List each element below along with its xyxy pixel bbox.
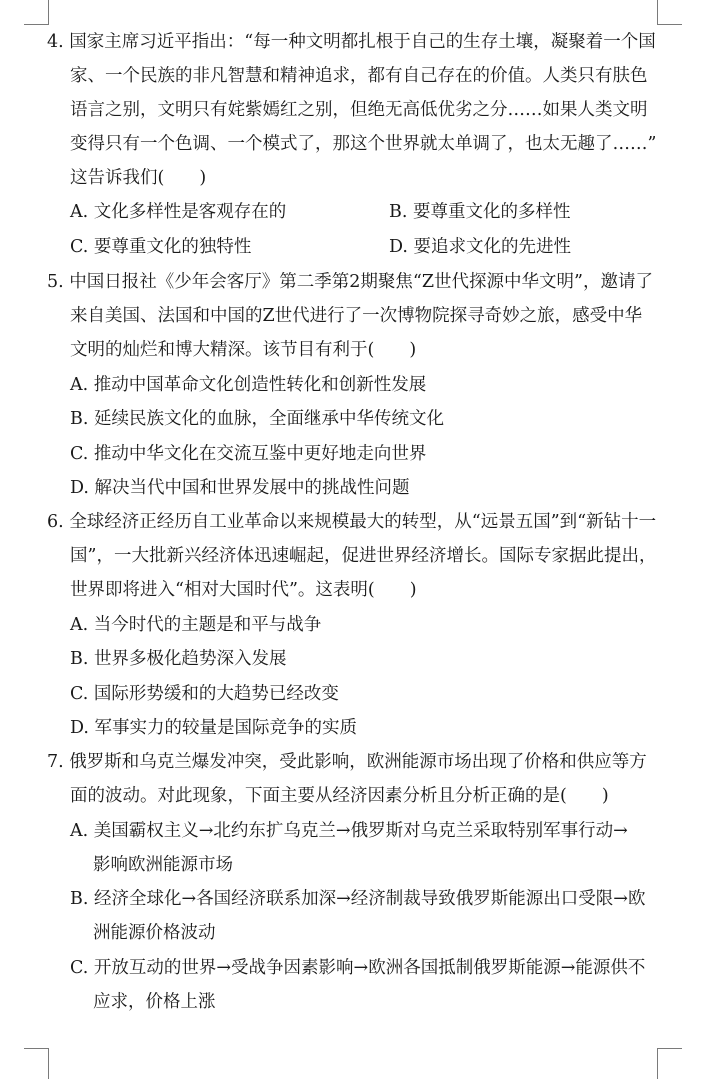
question-5-stem-line-1: [47, 270, 653, 294]
question-6-stem-line-3: 世界即将进入“相对大国时代”。这表明( ): [70, 580, 417, 600]
crop-mark-bottom-left: [24, 1048, 49, 1079]
crop-mark-bottom-right: [657, 1048, 682, 1079]
question-6-option-a[interactable]: A. 当今时代的主题是和平与战争: [70, 615, 322, 635]
question-4-option-a[interactable]: A. 文化多样性是客观存在的: [70, 202, 287, 222]
crop-mark-top-left: [24, 0, 49, 25]
question-6-stem-line-1: [47, 510, 656, 534]
question-5-stem-line-3: 文明的灿烂和博大精深。该节目有利于( ): [70, 340, 417, 360]
question-5-option-a[interactable]: A. 推动中国革命文化创造性转化和创新性发展: [70, 375, 427, 395]
question-text: 全球经济正经历自工业革命以来规模最大的转型，从“远景五国”到“新钻十一: [69, 512, 657, 532]
question-7-stem-line-1: [47, 750, 647, 774]
question-7-option-a-line-1[interactable]: A. 美国霸权主义→北约东扩乌克兰→俄罗斯对乌克兰采取特别军事行动→: [70, 821, 628, 841]
question-4-stem-line-4: 变得只有一个色调、一个模式了，那这个世界就太单调了，也太无趣了……”: [70, 134, 657, 154]
question-4-option-b[interactable]: B. 要尊重文化的多样性: [389, 202, 571, 222]
question-number: 4.: [47, 32, 64, 52]
question-text: 中国日报社《少年会客厅》第二季第2期聚焦“Z世代探源中华文明”，邀请了: [69, 272, 653, 292]
question-4-stem-line-1: [47, 30, 656, 54]
question-4-stem-line-2: 家、一个民族的非凡智慧和精神追求，都有自己存在的价值。人类只有肤色: [70, 66, 648, 86]
question-6-option-c[interactable]: C. 国际形势缓和的大趋势已经改变: [70, 684, 339, 704]
question-7-option-a-line-2[interactable]: 影响欧洲能源市场: [93, 855, 233, 875]
question-4-option-c[interactable]: C. 要尊重文化的独特性: [70, 237, 252, 257]
question-text: 俄罗斯和乌克兰爆发冲突，受此影响，欧洲能源市场出现了价格和供应等方: [69, 752, 647, 772]
question-5-option-b[interactable]: B. 延续民族文化的血脉，全面继承中华传统文化: [70, 409, 444, 429]
question-number: 6.: [47, 512, 64, 532]
question-5-option-d[interactable]: D. 解决当代中国和世界发展中的挑战性问题: [70, 478, 410, 498]
question-number: 5.: [47, 272, 64, 292]
question-number: 7.: [47, 752, 64, 772]
question-6-stem-line-2: 国”，一大批新兴经济体迅速崛起，促进世界经济增长。国际专家据此提出，: [70, 546, 657, 566]
crop-mark-top-right: [657, 0, 682, 25]
question-7-option-c-line-2[interactable]: 应求，价格上涨: [93, 992, 216, 1012]
question-6-option-d[interactable]: D. 军事实力的较量是国际竞争的实质: [70, 718, 358, 738]
question-5-stem-line-2: 来自美国、法国和中国的Z世代进行了一次博物院探寻奇妙之旅，感受中华: [70, 306, 643, 326]
question-7-option-c-line-1[interactable]: C. 开放互动的世界→受战争因素影响→欧洲各国抵制俄罗斯能源→能源供不: [70, 958, 646, 978]
question-4-stem-line-5: 这告诉我们( ): [70, 168, 207, 188]
question-7-option-b-line-2[interactable]: 洲能源价格波动: [93, 923, 216, 943]
question-text: 国家主席习近平指出：“每一种文明都扎根于自己的生存土壤，凝聚着一个国: [69, 32, 656, 52]
question-4-option-d[interactable]: D. 要追求文化的先进性: [389, 237, 572, 257]
question-4-stem-line-3: 语言之别，文明只有姹紫嫣红之别，但绝无高低优劣之分……如果人类文明: [70, 100, 648, 120]
question-5-option-c[interactable]: C. 推动中华文化在交流互鉴中更好地走向世界: [70, 444, 427, 464]
question-7-option-b-line-1[interactable]: B. 经济全球化→各国经济联系加深→经济制裁导致俄罗斯能源出口受限→欧: [70, 889, 646, 909]
question-6-option-b[interactable]: B. 世界多极化趋势深入发展: [70, 649, 287, 669]
question-7-stem-line-2: 面的波动。对此现象，下面主要从经济因素分析且分析正确的是( ): [70, 786, 609, 806]
